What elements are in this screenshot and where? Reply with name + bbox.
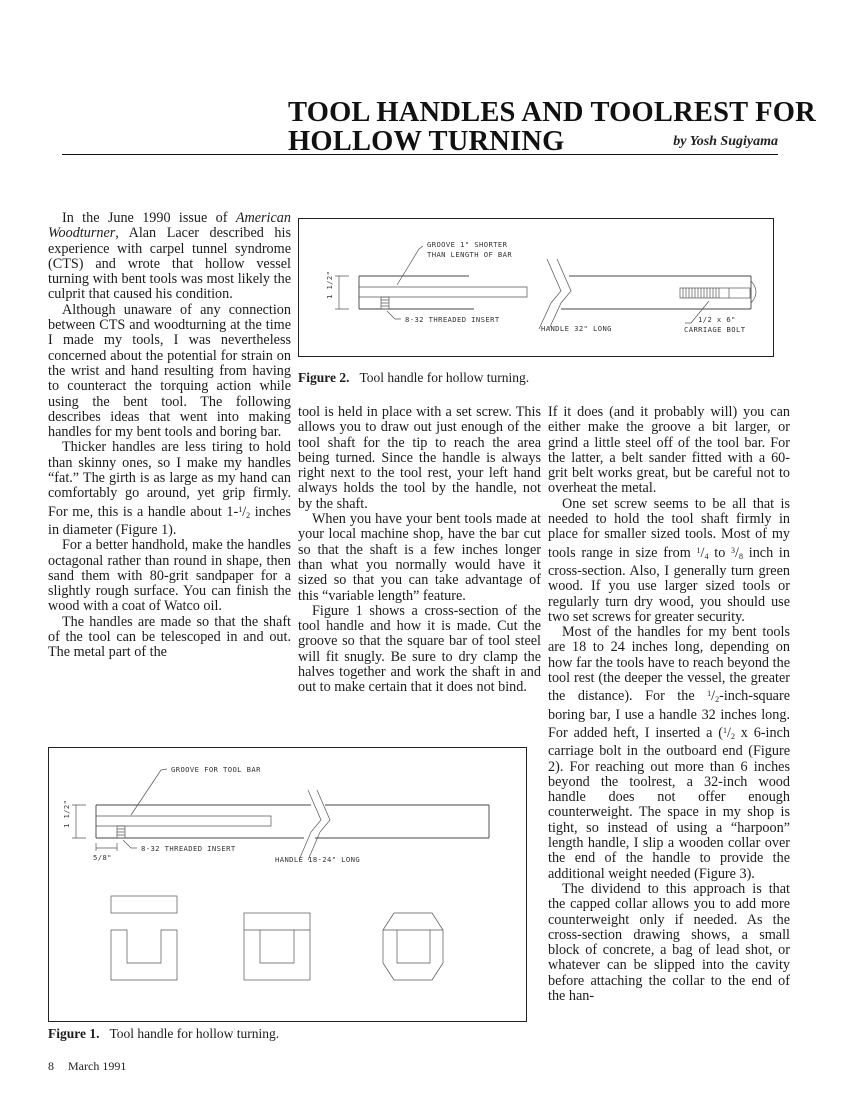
callout-groove-2: THAN LENGTH OF BAR	[427, 250, 513, 259]
figure-2-label: Figure 2.	[298, 370, 350, 385]
callout-groove: GROOVE FOR TOOL BAR	[171, 765, 261, 774]
paragraph: When you have your bent tools made at your local machine shop, have the bar cut so that the shaft is a few inches longer than what you normally would have it sized so that you can take advantage of this “variable length” feature.	[298, 511, 541, 604]
paragraph: If it does (and it probably will) you can either make the groove a bit larger, or grind a little steel off of the tool bar. For the latter, a belt sander fitted with a 60-grit belt works great, but be careful not to overheat the metal.	[548, 404, 790, 497]
dim-height-label: 1 1/2"	[325, 270, 334, 299]
paragraph: tool is held in place with a set screw. This allows you to draw out just enough of the tool shaft for the tip to reach the area being turned. Since the handle is always right next to the tool rest, your left hand always holds the tool by the handle, not by the shaft.	[298, 404, 541, 512]
column-1	[48, 211, 291, 661]
break-line	[549, 259, 571, 329]
paragraph: For a better handhold, make the handles octagonal rather than round in shape, then sand them with 80-grit sandpaper for a slightly rough surface. You can finish the wood with a coat of Watco oil.	[48, 537, 291, 615]
paragraph: In the June 1990 issue of American Woodturner, Alan Lacer described his experience with carpel tunnel syndrome (CTS) and wrote that hollow vessel turning with bent tools was most likely the culprit that caused his condition.	[48, 210, 291, 303]
offset-dimension	[96, 843, 117, 851]
callout-groove-1: GROOVE 1" SHORTER	[427, 240, 508, 249]
page-footer	[48, 1059, 126, 1074]
groove-leader	[397, 246, 423, 285]
height-dimension	[72, 805, 86, 838]
column-2	[298, 405, 541, 696]
dim-height-label: 1 1/2"	[62, 799, 71, 828]
figure-1-caption: Figure 1. Tool handle for hollow turning.	[48, 1026, 280, 1041]
callout-bolt-1: 1/2 x 6"	[698, 315, 736, 324]
figure-1-label: Figure 1.	[48, 1026, 100, 1041]
figure-2-caption: Figure 2. Tool handle for hollow turning.	[298, 370, 530, 385]
groove	[359, 287, 527, 297]
carriage-bolt	[680, 288, 750, 298]
break-line	[308, 790, 330, 860]
callout-insert: 8-32 THREADED INSERT	[141, 844, 236, 853]
callout-insert: 8-32 THREADED INSERT	[405, 315, 500, 324]
title-line-1: TOOL HANDLES AND TOOLREST FOR	[288, 97, 816, 128]
cross-section-assembled-square	[244, 913, 310, 980]
paragraph: Thicker handles are less tiring to hold than skinny ones, so I make my handles “fat.” The girth is as large as my hand can comfortably go around, yet grip firmly. For me, this is a handle about $1-^1/_2$ inches in diameter (Figure 1).	[48, 439, 291, 538]
groove	[96, 816, 271, 826]
cross-section-halves	[111, 896, 177, 980]
cross-section-assembled-octagon	[383, 913, 443, 980]
paragraph: Although unaware of any connection between CTS and woodturning at the time I made my tools, I was nevertheless concerned about the potential for strain on the wrist and hand resulting from having to counteract the torquing action while using the bent tool. The following describes ideas that went into making handles for my bent tools and boring bar.	[48, 301, 291, 441]
callout-bolt-2: CARRIAGE BOLT	[684, 325, 746, 334]
bolt-head	[751, 281, 756, 303]
paragraph: One set screw seems to be all that is needed to hold the tool shaft firmly in place for smaller sized tools. Most of my tools range in size from $^1/_4$ to $^3/_8$ inch in cross-section. Also, I generally turn green wood. If you use larger sized tools or regularly turn dry wood, you should use two set screws for greater security.	[548, 495, 790, 625]
page-number: 8	[48, 1059, 54, 1073]
figure-1-diagram	[49, 748, 526, 1021]
paragraph: Figure 1 shows a cross-section of the tool handle and how it is made. Cut the groove so that the square bar of tool steel will fit snugly. Be sure to dry clamp the halves together and work the shaft in and out to make certain that it does not bind.	[298, 602, 541, 696]
break-line	[539, 259, 561, 329]
insert-leader	[387, 311, 401, 319]
paragraph: The handles are made so that the shaft of the tool can be telescoped in and out. The metal part of the	[48, 613, 291, 661]
insert-leader	[123, 840, 137, 848]
figure-2-diagram	[299, 219, 773, 356]
height-dimension	[335, 276, 349, 309]
title-line-2: HOLLOW TURNING	[288, 126, 565, 157]
byline: by Yosh Sugiyama	[673, 134, 778, 149]
groove-leader	[131, 769, 167, 815]
callout-length: HANDLE 18-24" LONG	[275, 855, 361, 864]
paragraph: Most of the handles for my bent tools are 18 to 24 inches long, depending on how far the tools have to reach beyond the tool rest (the deeper the vessel, the greater the distance). For the $^1/_2-inch$-square boring bar, I use a handle 32 inches long. For added heft, I inserted a ($^1/_2$ x 6-inch carriage bolt in the outboard end (Figure 2). For reaching out more than 6 inches beyond the toolrest, a 32-inch wood handle does not offer enough counterweight. The space in my shop is tight, so instead of using a “harpoon” length handle, I slip a wooden collar over the end of the handle to provide the additional weight needed (Figure 3).	[548, 624, 790, 882]
paragraph: The dividend to this approach is that the capped collar allows you to add more counterweight only if needed. As the cross-section drawing shows, a small block of concrete, a bag of lead shot, or whatever can be slipped into the cavity before attaching the collar to the end of the han-	[548, 880, 790, 1004]
figure-2	[298, 218, 774, 357]
issue-date: March 1991	[68, 1059, 127, 1073]
break-line	[299, 790, 321, 860]
title-rule	[62, 154, 778, 155]
bolt-threads	[683, 288, 729, 298]
magazine-name: American Woodturner	[48, 210, 291, 242]
figure-1	[48, 747, 527, 1022]
callout-length: HANDLE 32" LONG	[541, 324, 612, 333]
column-3	[548, 405, 790, 1004]
dim-offset-label: 5/8"	[93, 853, 112, 862]
